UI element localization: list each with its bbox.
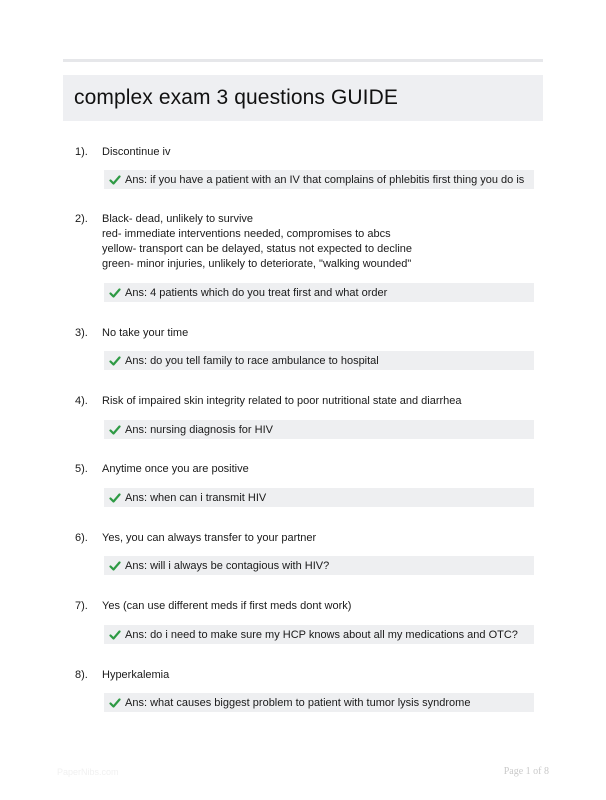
document-title: complex exam 3 questions GUIDE bbox=[74, 86, 398, 109]
question-line: red- immediate interventions needed, compromises to abcs bbox=[102, 228, 391, 240]
question-number: 6). bbox=[75, 532, 88, 544]
answer-text: Ans: do i need to make sure my HCP knows about all my medications and OTC? bbox=[125, 628, 518, 641]
question-text bbox=[102, 599, 532, 614]
question-line: yellow- transport can be delayed, status not expected to decline bbox=[102, 243, 413, 255]
answer-box bbox=[104, 420, 534, 439]
question-number: 4). bbox=[75, 395, 88, 407]
top-divider bbox=[63, 59, 543, 62]
answer-text: Ans: 4 patients which do you treat first and what order bbox=[125, 286, 388, 299]
title-banner bbox=[63, 75, 543, 121]
answer-box bbox=[104, 693, 534, 712]
question-number: 7). bbox=[75, 600, 88, 612]
question-line: Hyperkalemia bbox=[102, 669, 170, 681]
question-line: Risk of impaired skin integrity related to poor nutritional state and diarrhea bbox=[102, 395, 462, 407]
answer-text: Ans: when can i transmit HIV bbox=[125, 491, 267, 504]
question-text bbox=[102, 145, 532, 160]
question-text bbox=[102, 212, 532, 272]
answer-text: Ans: what causes biggest problem to patient with tumor lysis syndrome bbox=[125, 696, 471, 709]
footer-watermark: PaperNibs.com bbox=[57, 767, 119, 777]
check-icon bbox=[109, 424, 121, 436]
page-indicator: Page 1 of 8 bbox=[503, 766, 549, 777]
question-text bbox=[102, 462, 532, 477]
check-icon bbox=[109, 560, 121, 572]
check-icon bbox=[109, 174, 121, 186]
check-icon bbox=[109, 492, 121, 504]
question-line: No take your time bbox=[102, 327, 189, 339]
question-line: Black- dead, unlikely to survive bbox=[102, 213, 254, 225]
question-number: 2). bbox=[75, 213, 88, 225]
answer-box bbox=[104, 351, 534, 370]
question-number: 1). bbox=[75, 146, 88, 158]
question-number: 5). bbox=[75, 463, 88, 475]
question-text bbox=[102, 668, 532, 683]
question-text bbox=[102, 394, 532, 409]
question-line: Yes, you can always transfer to your partner bbox=[102, 532, 317, 544]
question-line: Discontinue iv bbox=[102, 146, 171, 158]
answer-text: Ans: will i always be contagious with HIV? bbox=[125, 559, 330, 572]
answer-box bbox=[104, 283, 534, 302]
check-icon bbox=[109, 355, 121, 367]
answer-box bbox=[104, 625, 534, 644]
answer-box bbox=[104, 488, 534, 507]
answer-text: Ans: do you tell family to race ambulance to hospital bbox=[125, 354, 379, 367]
question-line: Yes (can use different meds if first meds dont work) bbox=[102, 600, 352, 612]
check-icon bbox=[109, 287, 121, 299]
question-number: 8). bbox=[75, 669, 88, 681]
question-text bbox=[102, 326, 532, 341]
question-line: green- minor injuries, unlikely to deteriorate, "walking wounded" bbox=[102, 258, 412, 270]
check-icon bbox=[109, 629, 121, 641]
question-text bbox=[102, 531, 532, 546]
question-line: Anytime once you are positive bbox=[102, 463, 249, 475]
answer-text: Ans: if you have a patient with an IV that complains of phlebitis first thing you do is bbox=[125, 173, 525, 186]
check-icon bbox=[109, 697, 121, 709]
answer-text: Ans: nursing diagnosis for HIV bbox=[125, 423, 273, 436]
question-number: 3). bbox=[75, 327, 88, 339]
answer-box bbox=[104, 556, 534, 575]
answer-box bbox=[104, 170, 534, 189]
